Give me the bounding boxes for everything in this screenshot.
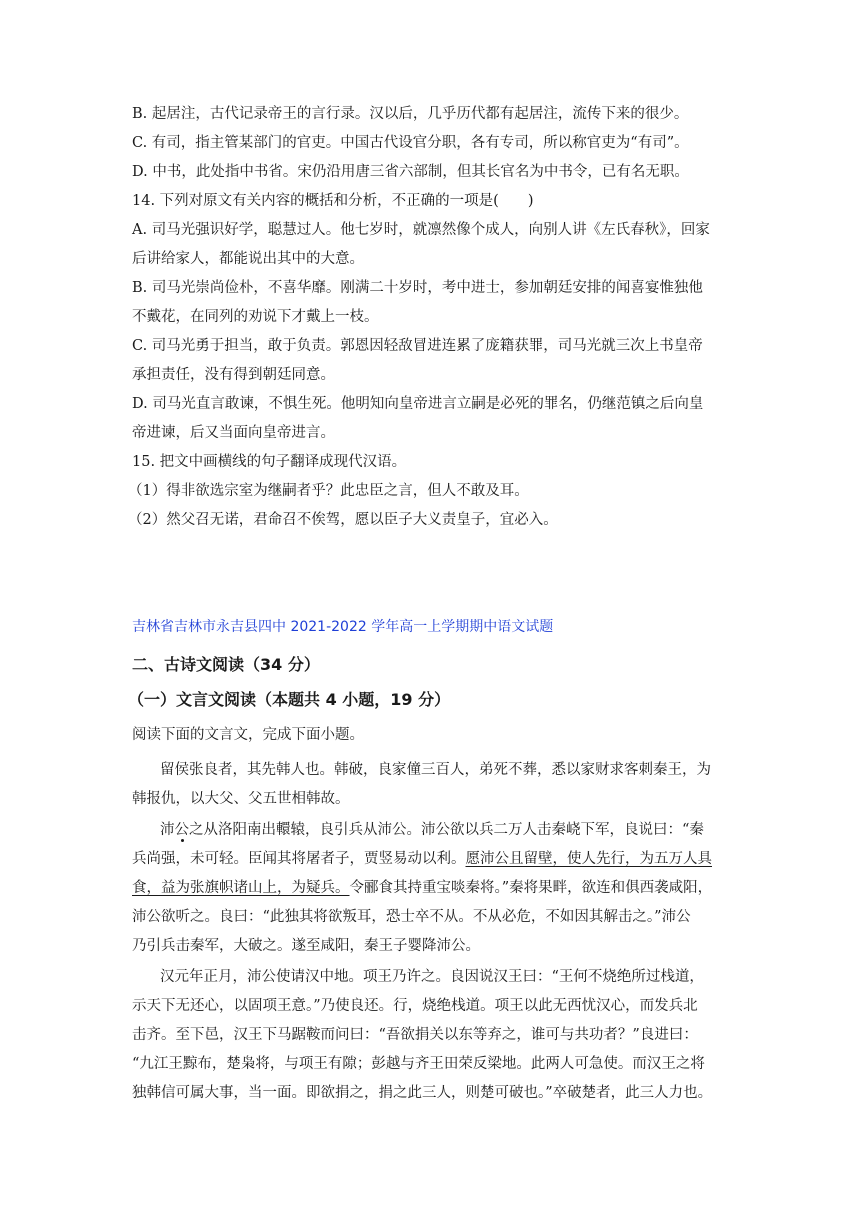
option-14d-line1: D. 司马光直言敢谏，不惧生死。他明知向皇帝进言立嗣是必死的罪名，仍继范镇之后向皇	[132, 396, 704, 412]
underlined-sentence: 食，益为张旗帜诸山上，为疑兵。	[132, 880, 350, 896]
translate-sentence-2: （2）然父召无诺，君命召不俟驾，愿以臣子大义责皇子，宜必入。	[128, 512, 558, 528]
passage-text: 之从洛阳南出轘辕，良引兵从沛公。沛公欲以兵二万人击秦峣下军，良说曰：“秦	[189, 822, 704, 838]
option-14d-line2: 帝进谏，后又当面向皇帝进言。	[132, 425, 335, 441]
passage-p1-line1: 留侯张良者，其先韩人也。韩破，良家僮三百人，弟死不葬，悉以家财求客刺秦王，为	[160, 762, 711, 778]
option-14a-line1: A. 司马光强识好学，聪慧过人。他七岁时，就凛然像个成人，向别人讲《左氏春秋》，回家	[132, 222, 710, 238]
option-14b-line1: B. 司马光崇尚俭朴，不喜华靡。刚满二十岁时，考中进士，参加朝廷安排的闻喜宴惟独他	[132, 280, 703, 296]
question-15-stem: 15. 把文中画横线的句子翻译成现代汉语。	[132, 454, 407, 470]
reading-instruction: 阅读下面的文言文，完成下面小题。	[132, 727, 364, 743]
translate-sentence-1: （1）得非欲选宗室为继嗣者乎？此忠臣之言，但人不敢及耳。	[128, 483, 529, 499]
section-title: 二、古诗文阅读（34 分）	[132, 655, 320, 674]
subsection-title: （一）文言文阅读（本题共 4 小题，19 分）	[128, 690, 451, 709]
option-13c: C. 有司，指主管某部门的官吏。中国古代设官分职，各有专司，所以称官吏为“有司”。	[132, 135, 689, 151]
passage-p3-line3: 击齐。至下邑，汉王下马踞鞍而问曰：“吾欲捐关以东等弃之，谁可与共功者？”良进曰：	[132, 1027, 698, 1043]
option-13b: B. 起居注，古代记录帝王的言行录。汉以后，几乎历代都有起居注，流传下来的很少。	[132, 106, 689, 122]
passage-p2-line3	[132, 878, 712, 898]
passage-text: 兵尚强，未可轻。臣闻其将屠者子，贾竖易动以利。	[132, 851, 466, 867]
emphasis-dot-char: 公	[174, 822, 189, 838]
option-14c-line2: 承担责任，没有得到朝廷同意。	[132, 367, 335, 383]
passage-p2-line1	[160, 820, 704, 840]
passage-p2-line2	[132, 849, 712, 869]
passage-p3-line5: 独韩信可属大事，当一面。即欲捐之，捐之此三人，则楚可破也。”卒破楚者，此三人力也。	[132, 1085, 713, 1101]
option-14c-line1: C. 司马光勇于担当，敢于负责。郭恩因轻敌冒进连累了庞籍获罪，司马光就三次上书皇帝	[132, 338, 703, 354]
passage-p3-line4: “九江王黥布，楚枭将，与项王有隙；彭越与齐王田荣反梁地。此两人可急使。而汉王之将	[132, 1056, 705, 1072]
passage-p2-line4: 沛公欲听之。良曰：“此独其将欲叛耳，恐士卒不从。不从必危，不如因其解击之。”沛公	[132, 909, 691, 925]
passage-p2-line5: 乃引兵击秦军，大破之。遂至咸阳，秦王子婴降沛公。	[132, 938, 480, 954]
option-14b-line2: 不戴花，在同列的劝说下才戴上一枝。	[132, 309, 379, 325]
passage-p1-line2: 韩报仇，以大父、父五世相韩故。	[132, 791, 350, 807]
question-14-stem: 14. 下列对原文有关内容的概括和分析，不正确的一项是( )	[132, 193, 534, 209]
source-link[interactable]: 吉林省吉林市永吉县四中 2021-2022 学年高一上学期期中语文试题	[132, 619, 554, 635]
option-13d: D. 中书，此处指中书省。宋仍沿用唐三省六部制，但其长官名为中书令，已有名无职。	[132, 164, 689, 180]
passage-p3-line1: 汉元年正月，沛公使请汉中地。项王乃许之。良因说汉王曰：“王何不烧绝所过栈道，	[160, 969, 704, 985]
passage-text: 沛	[160, 822, 175, 838]
option-14a-line2: 后讲给家人，都能说出其中的大意。	[132, 251, 364, 267]
passage-text: 令郦食其持重宝啖秦将。”秦将果畔，欲连和俱西袭咸阳，	[349, 880, 713, 896]
underlined-sentence: 愿沛公且留壁，使人先行，为五万人具	[465, 851, 712, 867]
passage-p3-line2: 示天下无还心，以固项王意。”乃使良还。行，烧绝栈道。项王以此无西忧汉心，而发兵北	[132, 998, 698, 1014]
